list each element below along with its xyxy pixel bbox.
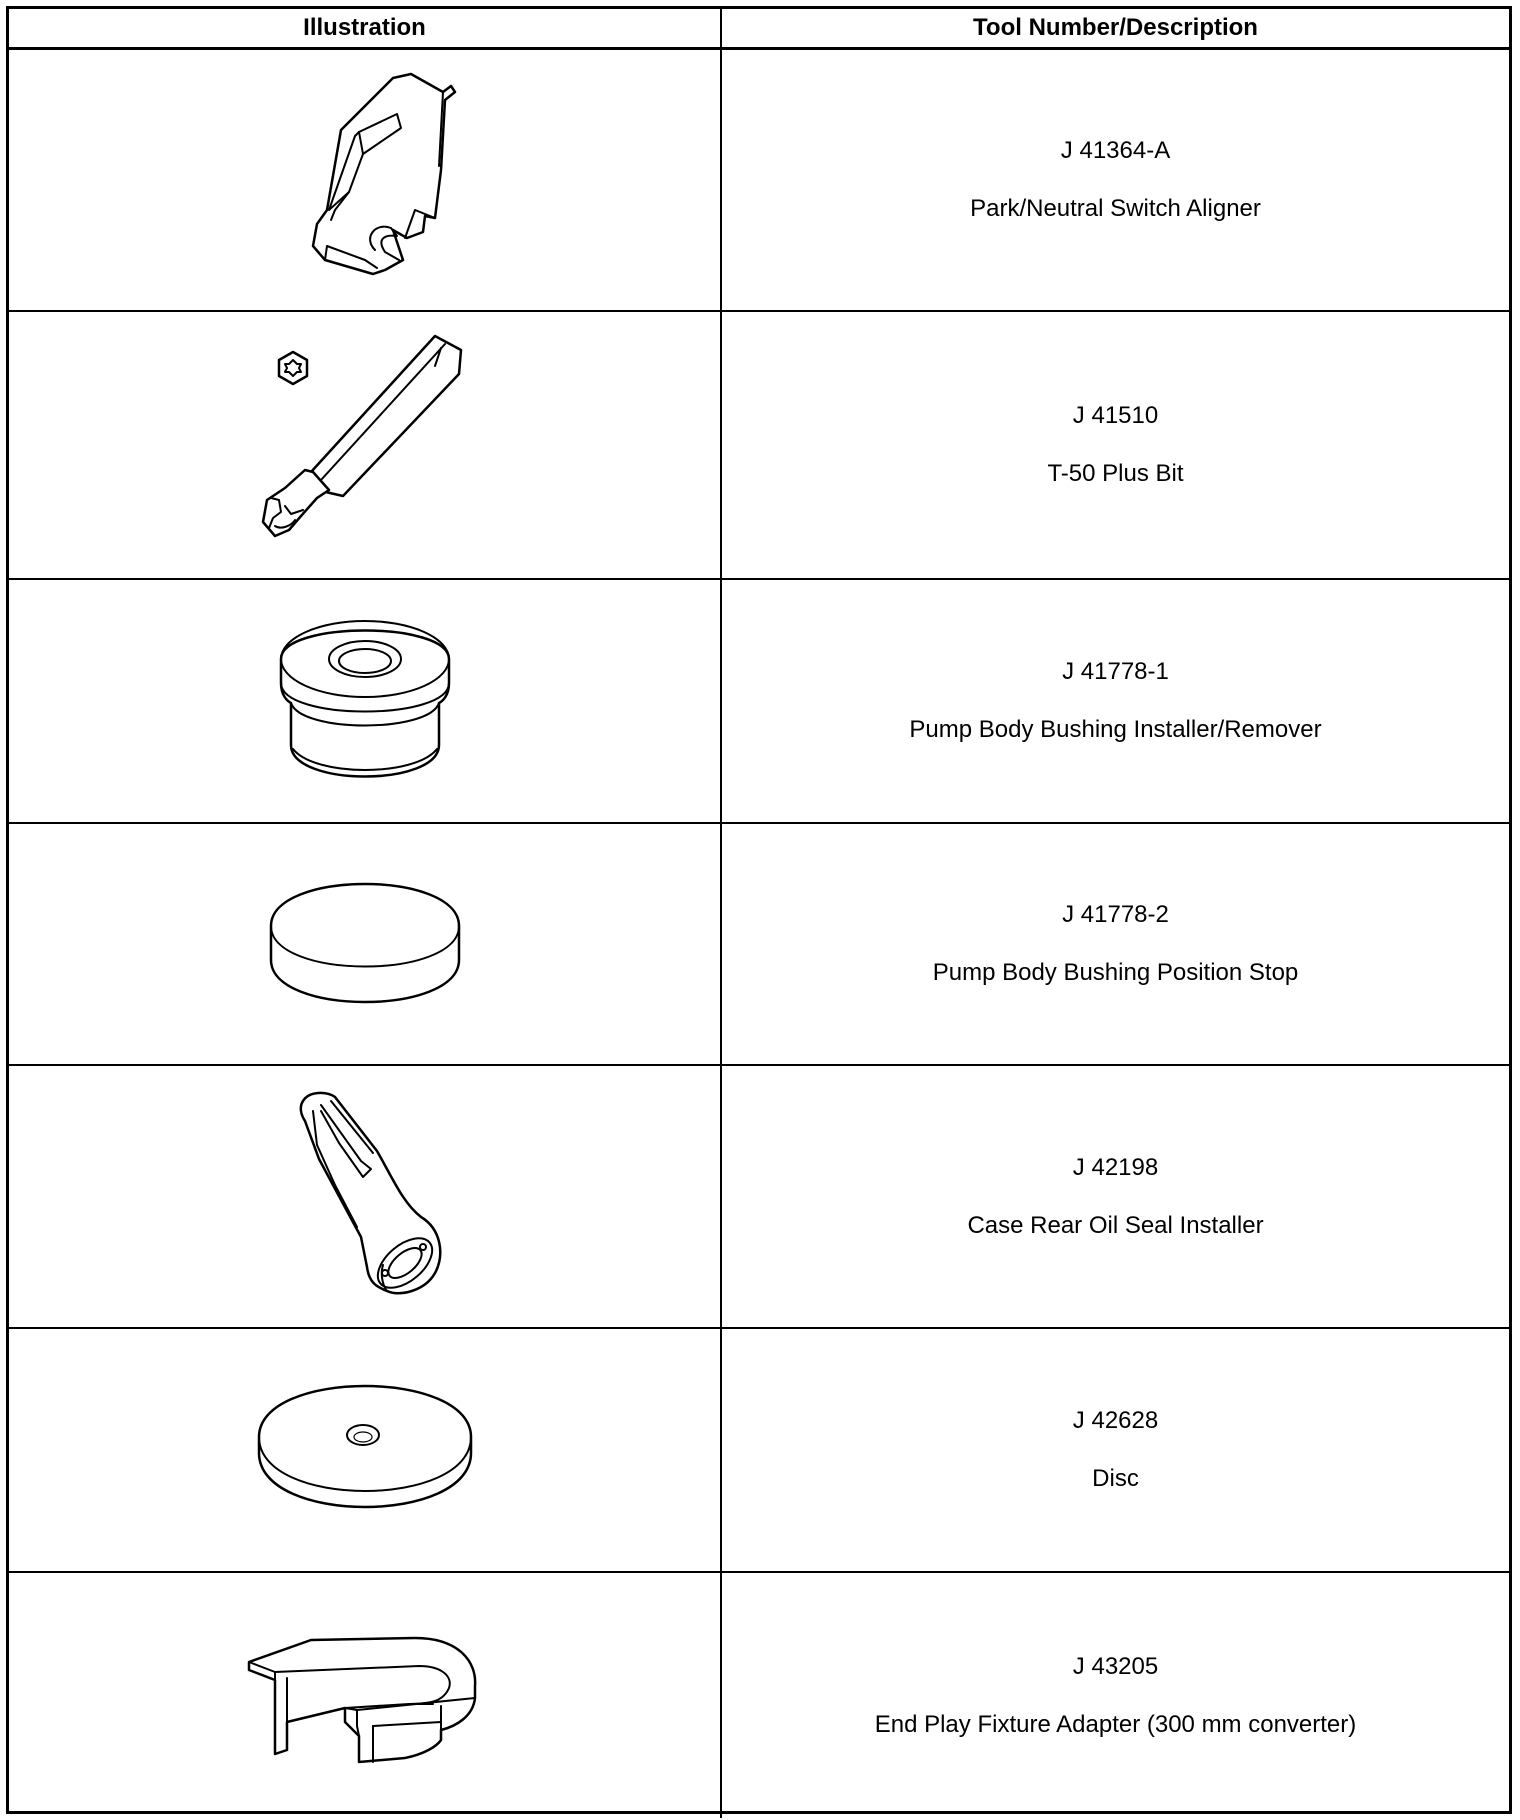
- tool-description: Pump Body Bushing Position Stop: [932, 959, 1299, 986]
- illustration-cell: [9, 824, 722, 1066]
- position-stop-icon: [265, 874, 465, 1014]
- disc-icon: [255, 1375, 475, 1525]
- bushing-installer-icon: [275, 611, 455, 791]
- tool-description-cell: [722, 1329, 1509, 1573]
- illustration-cell: [9, 50, 722, 312]
- illustration-cell: [9, 1573, 722, 1818]
- tool-description-cell: [722, 50, 1509, 312]
- header-illustration: Illustration: [9, 9, 722, 50]
- seal-installer-icon: [265, 1087, 465, 1307]
- fixture-adapter-icon: [245, 1626, 485, 1766]
- tool-description: End Play Fixture Adapter (300 mm converter): [874, 1710, 1357, 1738]
- torx-bit-icon: [245, 330, 485, 560]
- tool-description: Park/Neutral Switch Aligner: [970, 195, 1261, 222]
- tool-number: J 41364-A: [1060, 137, 1171, 164]
- tool-number: J 42628: [1072, 1407, 1159, 1434]
- tool-description: Pump Body Bushing Installer/Remover: [909, 716, 1322, 743]
- tool-description-cell: [722, 312, 1509, 580]
- tool-number: J 41778-1: [1062, 658, 1169, 685]
- illustration-cell: [9, 580, 722, 824]
- tool-description-cell: [722, 1573, 1509, 1818]
- tool-table: [6, 6, 1512, 1814]
- illustration-cell: [9, 312, 722, 580]
- tool-description: Disc: [1092, 1465, 1139, 1492]
- header-tool-number: Tool Number/Description: [722, 9, 1509, 50]
- tool-description: Case Rear Oil Seal Installer: [967, 1211, 1264, 1239]
- park-neutral-switch-aligner-icon: [265, 70, 465, 290]
- tool-number: J 43205: [1072, 1652, 1159, 1680]
- tool-number: J 41510: [1072, 402, 1159, 429]
- illustration-cell: [9, 1329, 722, 1573]
- tool-description-cell: [722, 824, 1509, 1066]
- tool-number: J 41778-2: [1062, 901, 1169, 928]
- tool-description-cell: [722, 580, 1509, 824]
- illustration-cell: [9, 1066, 722, 1329]
- tool-number: J 42198: [1072, 1153, 1159, 1181]
- tool-description-cell: [722, 1066, 1509, 1329]
- tool-description: T-50 Plus Bit: [1047, 460, 1184, 487]
